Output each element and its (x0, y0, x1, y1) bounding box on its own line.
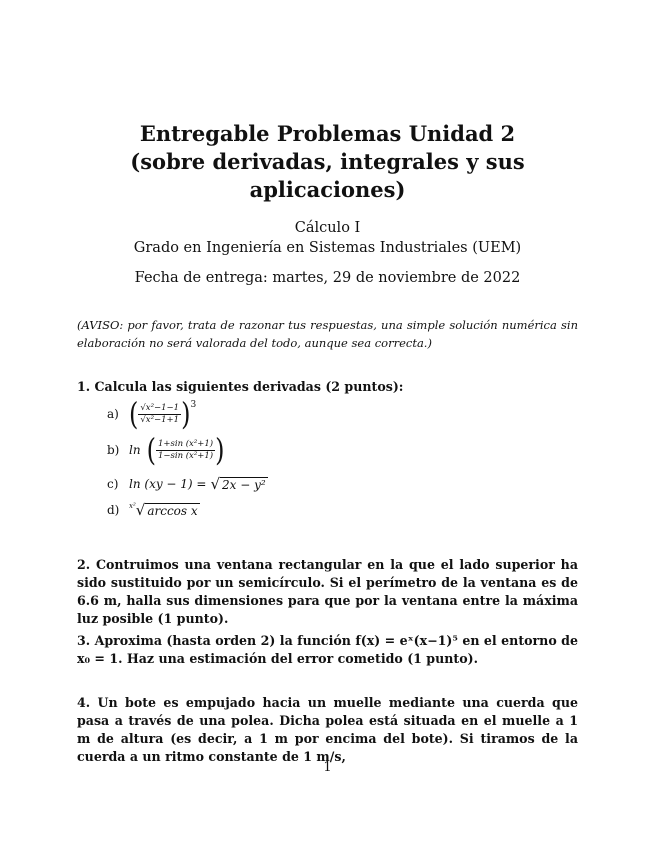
course-name: Cálculo I (294, 220, 361, 236)
radicand-d: arccos x (147, 503, 198, 518)
root-index-d: x² (129, 502, 136, 510)
fraction-b (156, 439, 215, 462)
derivative-item-b (107, 431, 225, 469)
item-a-label: a) (107, 407, 119, 421)
sqrt-symbol-d: √ (135, 501, 146, 519)
fraction-a (138, 403, 181, 426)
exponent-a: 3 (190, 400, 197, 410)
item-b-label: b) (107, 443, 120, 457)
fraction-b-numerator: 1+sin (x²+1) (157, 438, 214, 449)
item-d-label: d) (107, 503, 120, 517)
derivative-item-a (107, 395, 197, 433)
radicand-c: 2x − y² (222, 477, 266, 492)
left-paren: ( (146, 431, 156, 469)
problem-3-text: 3. Aproxima (hasta orden 2) la función f(x) = eˣ(x−1)⁵ en el entorno de x₀ = 1. Haz una estimación del error cometido (1 punto). (77, 633, 578, 666)
right-paren: ) (181, 395, 191, 433)
degree-name: Grado en Ingeniería en Sistemas Industriales (UEM) (133, 240, 522, 256)
problem-4-text: 4. Un bote es empujado hacia un muelle mediante una cuerda que pasa a través de una polea. Dicha polea está situada en el muelle a 1 m de altura (es decir, a 1 m por encima del bote). Si tiramos de la cuerda a un ritmo constante de 1 m/s, (77, 695, 578, 764)
problem-2-text: 2. Contruimos una ventana rectangular en la que el lado superior ha sido sustituido por un semicírculo. Si el perímetro de la ventana es de 6.6 m, halla sus dimensiones para que por la ventana entre la máxima luz posible (1 punto). (77, 557, 578, 626)
title-line-2: (sobre derivadas, integrales y sus (130, 149, 525, 174)
right-paren: ) (215, 431, 225, 469)
fraction-b-denominator: 1−sin (x²+1) (157, 450, 214, 461)
notice-text: (AVISO: por favor, trata de razonar tus respuestas, una simple solución numérica sin elaboración no será valorada del todo, aunque sea correcta.) (77, 318, 578, 350)
title-line-1: Entregable Problemas Unidad 2 (139, 121, 516, 146)
derivative-item-d (107, 501, 200, 519)
fraction-a-numerator: √x²−1−1 (140, 402, 180, 413)
problem-1-heading: 1. Calcula las siguientes derivadas (2 puntos): (77, 379, 404, 394)
ln-function-b: ln (129, 443, 141, 457)
left-paren: ( (129, 395, 139, 433)
implicit-equation-c: ln (xy − 1) = (129, 477, 207, 491)
page-number: 1 (323, 760, 332, 775)
due-date: Fecha de entrega: martes, 29 de noviembre de 2022 (134, 270, 521, 286)
derivative-item-c (107, 475, 268, 493)
item-c-label: c) (107, 477, 119, 491)
sqrt-symbol-c: √ (210, 475, 221, 493)
title-line-3: aplicaciones) (249, 177, 406, 202)
fraction-a-denominator: √x²−1+1 (140, 414, 180, 425)
